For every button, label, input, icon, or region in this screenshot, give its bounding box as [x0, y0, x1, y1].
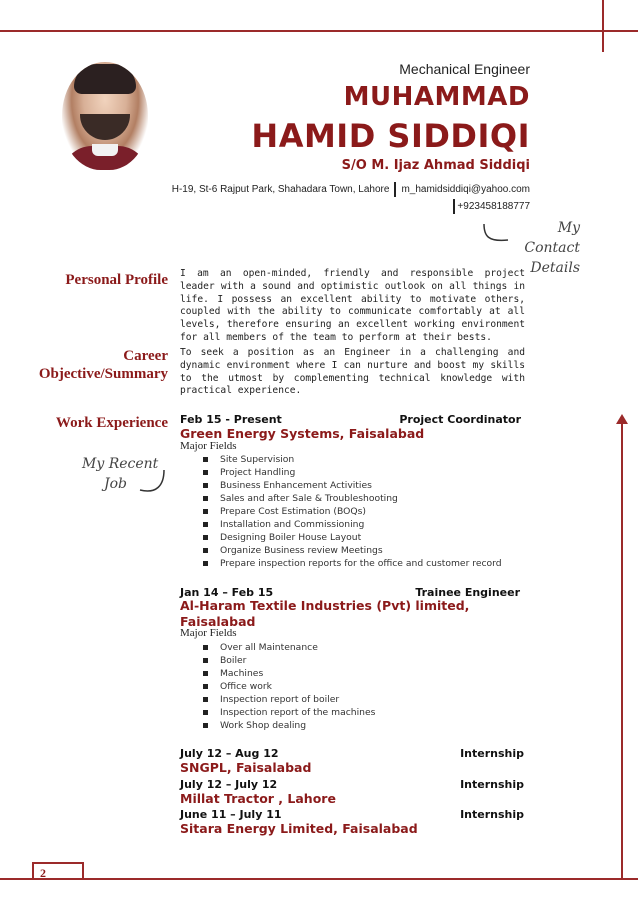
list-item: Boiler — [180, 654, 375, 667]
list-item: Machines — [180, 667, 375, 680]
job-1-major-label: Major Fields — [180, 440, 237, 452]
list-item: Over all Maintenance — [180, 641, 375, 654]
list-item: Organize Business review Meetings — [180, 544, 502, 557]
email-link[interactable]: m_hamidsiddiqi@yahoo.com — [401, 184, 530, 196]
right-rule-bottom — [621, 420, 623, 880]
personal-profile-heading: Personal Profile — [65, 272, 168, 288]
job-3-position: Internship — [460, 747, 524, 760]
page-number: 2 — [40, 866, 46, 880]
job-5-position: Internship — [460, 808, 524, 821]
job-2-duties — [180, 641, 375, 732]
page-tab-right — [82, 862, 84, 880]
job-1-position: Project Coordinator — [399, 413, 521, 426]
address: H-19, St-6 Rajput Park, Shahadara Town, Lahore — [171, 184, 390, 196]
job-title: Mechanical Engineer — [399, 61, 530, 77]
list-item: Work Shop dealing — [180, 719, 375, 732]
name-last: HAMID SIDDIQI — [251, 117, 530, 155]
list-item: Inspection report of the machines — [180, 706, 375, 719]
job-2-position: Trainee Engineer — [415, 586, 520, 599]
career-objective-text: To seek a position as an Engineer in a challenging and dynamic environment where I can nurture and boost my skills to the utmost by complementing technical knowledge with practical experience. — [180, 347, 525, 397]
job-4-position: Internship — [460, 778, 524, 791]
job-4-header — [180, 778, 524, 791]
personal-profile-text: I am an open-minded, friendly and responsible project leader with a sound and optimistic outlook on all things in life. I possess an excellent ability to motivate others, coupled with the ability to communicate comfortably at all levels, therefore ensuring an excellent working environment for all members of the team to perform at their bests. — [180, 268, 525, 343]
list-item: Prepare inspection reports for the office and customer record — [180, 557, 502, 570]
job-3-dates: July 12 – Aug 12 — [180, 747, 279, 760]
page-tab-left — [32, 862, 34, 880]
job-2-major-label: Major Fields — [180, 627, 237, 639]
job-1-duties — [180, 453, 502, 570]
list-item: Office work — [180, 680, 375, 693]
work-experience-heading: Work Experience — [55, 415, 168, 431]
right-rule-top — [602, 0, 604, 52]
job-1-company: Green Energy Systems, Faisalabad — [180, 426, 425, 441]
job-5-header — [180, 808, 524, 821]
phone: +923458188777 — [457, 201, 530, 213]
profile-photo — [62, 62, 148, 170]
list-item: Sales and after Sale & Troubleshooting — [180, 492, 502, 505]
job-1-dates: Feb 15 - Present — [180, 413, 282, 426]
curved-arrow-icon — [138, 468, 168, 496]
list-item: Inspection report of boiler — [180, 693, 375, 706]
list-item: Prepare Cost Estimation (BOQs) — [180, 505, 502, 518]
recent-job-note: My Recent Job — [82, 456, 159, 492]
contact-note: My Contact Details — [524, 220, 580, 276]
job-2-company: Al-Haram Textile Industries (Pvt) limited, Faisalabad — [180, 598, 470, 629]
bottom-rule — [0, 878, 638, 880]
job-5-company: Sitara Energy Limited, Faisalabad — [180, 821, 418, 836]
list-item: Installation and Commissioning — [180, 518, 502, 531]
list-item: Business Enhancement Activities — [180, 479, 502, 492]
job-4-company: Millat Tractor , Lahore — [180, 791, 336, 806]
job-1-header — [180, 413, 524, 426]
job-2-dates: Jan 14 – Feb 15 — [180, 586, 274, 599]
page-tab-top — [32, 862, 84, 864]
list-item: Designing Boiler House Layout — [180, 531, 502, 544]
top-rule — [0, 30, 638, 32]
father-name: S/O M. Ijaz Ahmad Siddiqi — [341, 158, 530, 173]
job-3-company: SNGPL, Faisalabad — [180, 760, 312, 775]
job-3-header — [180, 747, 524, 760]
curved-arrow-icon — [480, 222, 510, 244]
arrow-up-icon — [616, 414, 628, 424]
contact-line — [172, 182, 530, 197]
career-objective-heading: Career Objective/Summary — [38, 348, 168, 382]
name-first: MUHAMMAD — [343, 82, 530, 112]
job-5-dates: June 11 – July 11 — [180, 808, 282, 821]
job-4-dates: July 12 – July 12 — [180, 778, 278, 791]
list-item: Site Supervision — [180, 453, 502, 466]
phone-line — [453, 199, 530, 214]
list-item: Project Handling — [180, 466, 502, 479]
